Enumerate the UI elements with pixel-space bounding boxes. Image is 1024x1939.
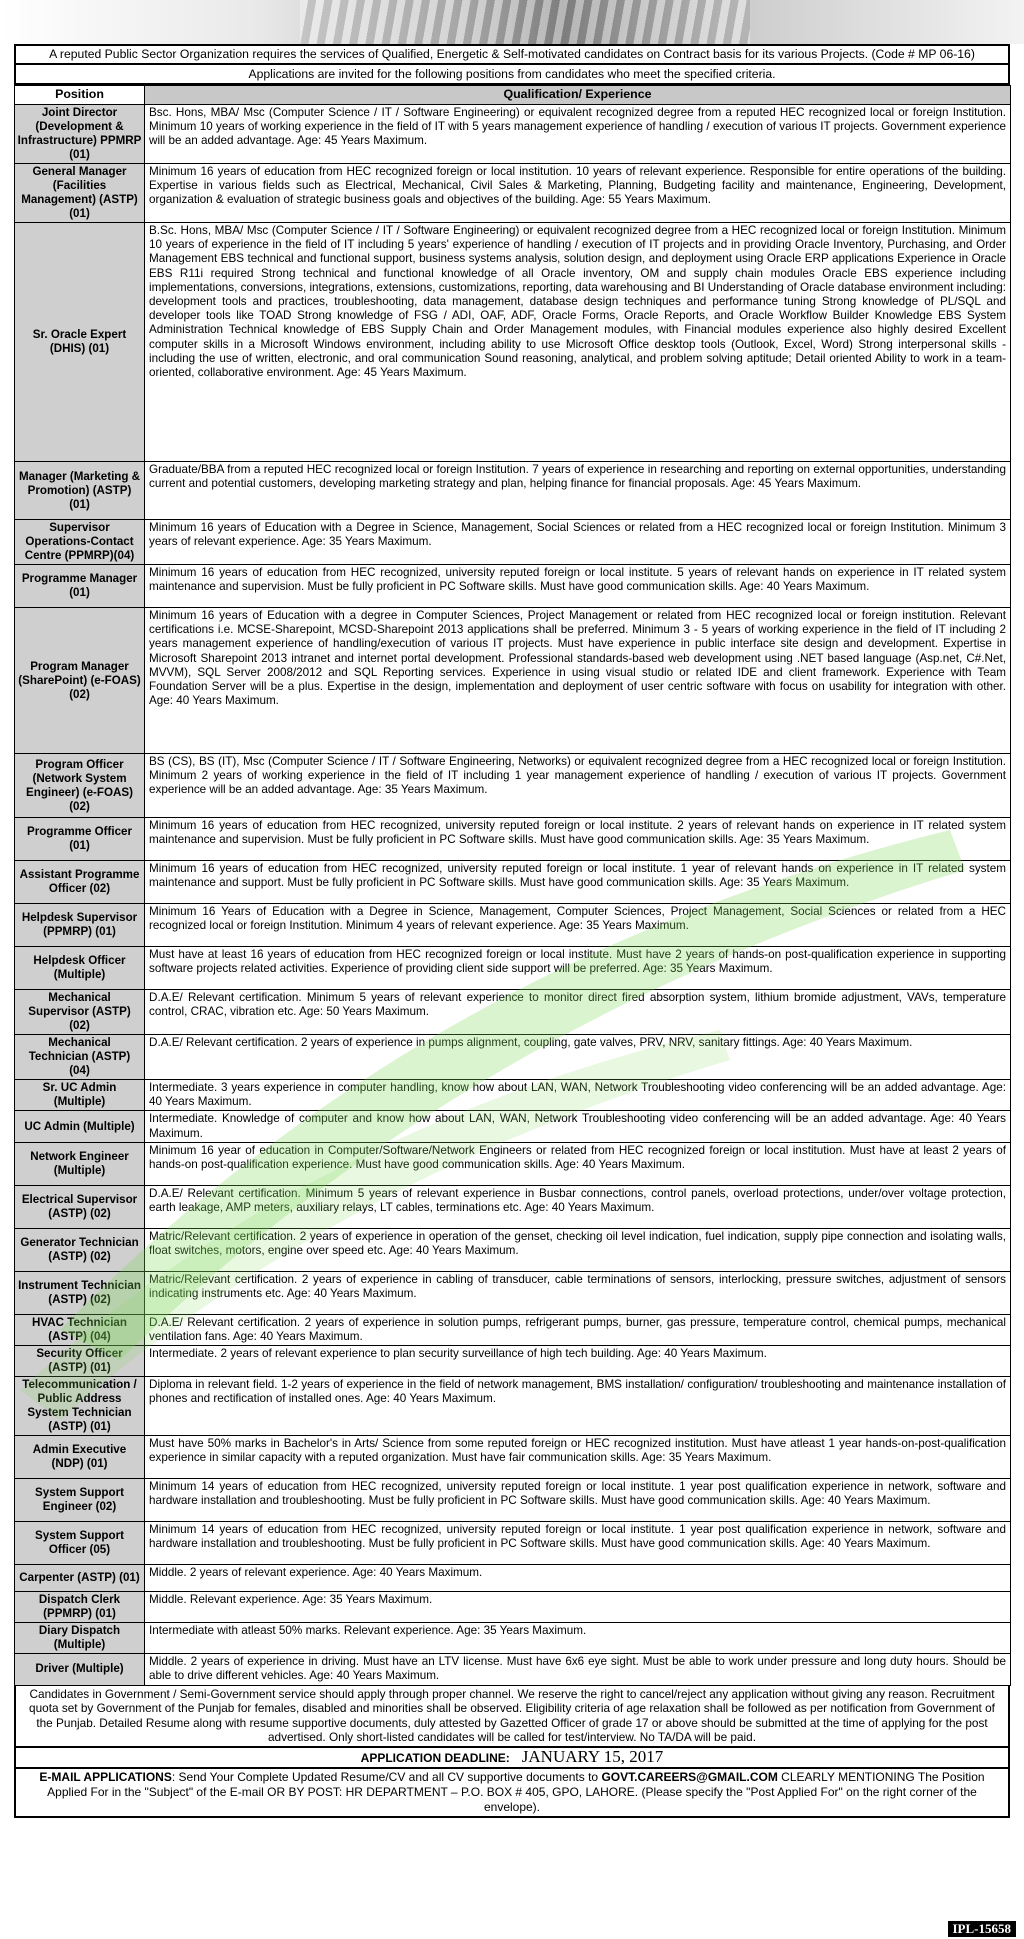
position-title: Telecommunication / Public Address System Technician (ASTP) (01) [15, 1377, 145, 1436]
position-qualification: Minimum 16 years of education from HEC recognized, university reputed foreign or local institute. 2 years of relevant hands on experience in IT related system maintenance and supervision. Must be fully proficient in PC Software skills. Must have good communication skills. Age: 35 Years Maximum. [145, 818, 1011, 861]
table-row [15, 818, 1011, 861]
position-title: Joint Director (Development & Infrastructure) PPMRP (01) [15, 105, 145, 164]
position-title: Helpdesk Officer (Multiple) [15, 947, 145, 990]
deadline-label: APPLICATION DEADLINE: [360, 1751, 510, 1765]
table-row [15, 1185, 1011, 1228]
table-row [15, 754, 1011, 818]
intro-text: A reputed Public Sector Organization requires the services of Qualified, Energetic & Self-motivated candidates on Contract basis for its various Projects. (Code # MP 06-16) [14, 44, 1010, 65]
position-qualification: B.Sc. Hons, MBA/ Msc (Computer Science / IT / Software Engineering) or equivalent recognized degree from a HEC recognized local or foreign Institution. Minimum 10 years of experience in the field of IT including 5 years' experience of handling / execution of IT projects and in providing Oracle Inventory, Purchasing, and Order Management EBS technical and functional support, business systems analysis, solution design, and deployment using Oracle ERP applications Experience in Oracle EBS R11i required Strong technical and functional knowledge of all Oracle inventory, OM and supply chain modules Oracle EBS experience including implementations, conversions, integrations, extensions, customizations, reporting, data warehousing and BI Understanding of Oracle database environment including: development tools and practices, troubleshooting, data management, database design techniques and performance tuning Strong knowledge of PL/SQL and developer tools like TOAD Strong knowledge of FSG / ADI, OAF, ADF, Oracle Forms, Oracle Reports, and Oracle Workflow Builder Knowledge EBS System Administration Technical knowledge of EBS Supply Chain and Order Management modules, with Financial modules experience also highly desired Excellent computer skills in a Microsoft Windows environment, including ability to use Microsoft Office desktop tools (Outlook, Excel, Word) Strong interpersonal skills - including the use of written, electronic, and oral communication Sound reasoning, analytical, and problem solving aptitude; Detail oriented Ability to work in a team-oriented, collaborative environment. Age: 45 Years Maximum. [145, 223, 1011, 462]
table-row [15, 1623, 1011, 1654]
table-row [15, 1346, 1011, 1377]
position-title: Instrument Technician (ASTP) (02) [15, 1271, 145, 1314]
position-title: Network Engineer (Multiple) [15, 1142, 145, 1185]
table-row [15, 1377, 1011, 1436]
table-row [15, 520, 1011, 565]
position-title: Assistant Programme Officer (02) [15, 861, 145, 904]
table-row [15, 1080, 1011, 1111]
intro-subtext: Applications are invited for the following positions from candidates who meet the specified criteria. [14, 65, 1010, 85]
position-title: Electrical Supervisor (ASTP) (02) [15, 1185, 145, 1228]
positions-table [14, 85, 1011, 1686]
table-row [15, 1271, 1011, 1314]
position-title: Dispatch Clerk (PPMRP) (01) [15, 1592, 145, 1623]
table-row [15, 1035, 1011, 1080]
table-row [15, 608, 1011, 754]
position-title: Sr. Oracle Expert (DHIS) (01) [15, 223, 145, 462]
table-row [15, 565, 1011, 608]
position-qualification: Middle. 2 years of relevant experience. Age: 40 Years Maximum. [145, 1565, 1011, 1592]
table-row [15, 1479, 1011, 1522]
position-title: Admin Executive (NDP) (01) [15, 1436, 145, 1479]
position-qualification: Must have at least 16 years of education from HEC recognized foreign or local institute. Must have 2 years of hands-on post-qualification experience in supporting software projects related activities. Experience of providing client side support will be preferred. Age: 35 Years Maximum. [145, 947, 1011, 990]
position-title: Driver (Multiple) [15, 1654, 145, 1685]
position-qualification: Middle. 2 years of experience in driving. Must have an LTV license. Must have 6x6 eye sight. Must be able to work under pressure and long duty hours. Should be able to drive different vehicles. Age: 40 Years Maximum. [145, 1654, 1011, 1685]
table-row [15, 904, 1011, 947]
position-qualification: Intermediate with atleast 50% marks. Relevant experience. Age: 35 Years Maximum. [145, 1623, 1011, 1654]
ad-body [14, 44, 1010, 1818]
header-banner [0, 0, 1024, 44]
position-qualification: Minimum 14 years of education from HEC recognized, university reputed foreign or local institute. 1 year post qualification experience in network, software and hardware installation and troubleshooting. Must be fully proficient in PC Software skills. Must have good communication skills. Age: 40 Years Maximum. [145, 1479, 1011, 1522]
table-row [15, 1228, 1011, 1271]
position-qualification: BS (CS), BS (IT), Msc (Computer Science / IT / Software Engineering, Networks) or equivalent recognized degree from a HEC recognized local or foreign Institution. Minimum 2 years of working experience in the field of IT including 1 year management experience of handling / execution of various IT projects. Government experience will be an added advantage. Age: 35 Years Maximum. [145, 754, 1011, 818]
deadline-date: JANUARY 15, 2017 [521, 1747, 664, 1766]
position-qualification: Middle. Relevant experience. Age: 35 Years Maximum. [145, 1592, 1011, 1623]
email-label: E-MAIL APPLICATIONS [39, 1770, 172, 1784]
table-row [15, 105, 1011, 164]
position-title: UC Admin (Multiple) [15, 1111, 145, 1142]
table-row [15, 990, 1011, 1035]
position-qualification: Matric/Relevant certification. 2 years of experience in cabling of transducer, cable terminations of sensors, interlocking, pressure switches, adjustment of sensors indicating instruments etc. Age: 40 Years Maximum. [145, 1271, 1011, 1314]
position-qualification: Intermediate. Knowledge of computer and know how about LAN, WAN, Network Troubleshooting video conferencing will be an added advantage. Age: 40 Years Maximum. [145, 1111, 1011, 1142]
position-title: System Support Engineer (02) [15, 1479, 145, 1522]
position-title: Program Officer (Network System Engineer) (e-FOAS) (02) [15, 754, 145, 818]
position-qualification: Minimum 16 year of education in Computer/Software/Network Engineers or related from HEC recognized foreign or local institution. Must have at least 2 years of hands-on post-qualification experience. Must have good communication skills. Age: 40 Years Maximum. [145, 1142, 1011, 1185]
table-header-row [15, 86, 1011, 105]
position-qualification: D.A.E/ Relevant certification. Minimum 5 years of relevant experience in Busbar connections, control panels, overload protections, under/over voltage protection, earth leakage, AMP meters, auxiliary relays, LT cables, terminations etc. Age: 40 Years Maximum. [145, 1185, 1011, 1228]
position-qualification: D.A.E/ Relevant certification. 2 years of experience in solution pumps, refrigerant pumps, burner, gas pressure, temperature control, chemical pumps, mechanical ventilation fans. Age: 40 Years Maximum. [145, 1314, 1011, 1345]
position-qualification: Minimum 16 years of education from HEC recognized, university reputed foreign or local institute. 5 years of relevant hands on experience in IT related system maintenance and supervision. Must be fully proficient in PC Software skills. Must have good communication skills. Age: 40 Years Maximum. [145, 565, 1011, 608]
table-row [15, 947, 1011, 990]
table-row [15, 1142, 1011, 1185]
table-row [15, 1654, 1011, 1685]
position-title: Mechanical Supervisor (ASTP) (02) [15, 990, 145, 1035]
positions-table-body [15, 105, 1011, 1686]
position-title: Supervisor Operations-Contact Centre (PPMRP)(04) [15, 520, 145, 565]
position-qualification: Diploma in relevant field. 1-2 years of experience in the field of network management, BMS installation/ configuration/ troubleshooting and maintenance installation of phones and rectification of installed ones. Age: 40 Years Maximum. [145, 1377, 1011, 1436]
table-row [15, 1565, 1011, 1592]
position-title: Helpdesk Supervisor (PPMRP) (01) [15, 904, 145, 947]
email-address[interactable]: GOVT.CAREERS@GMAIL.COM [601, 1770, 778, 1784]
position-qualification: Minimum 16 years of education from HEC recognized, university reputed foreign or local institute. 1 year of relevant hands on experience in IT related system maintenance and support. Must be fully proficient in PC Software skills. Must have good communication skills. Age: 35 Years Maximum. [145, 861, 1011, 904]
position-column-header: Position [15, 86, 145, 105]
table-row [15, 1436, 1011, 1479]
position-title: Carpenter (ASTP) (01) [15, 1565, 145, 1592]
position-title: Sr. UC Admin (Multiple) [15, 1080, 145, 1111]
position-title: HVAC Technician (ASTP) (04) [15, 1314, 145, 1345]
position-qualification: Minimum 14 years of education from HEC recognized, university reputed foreign or local institute. 1 year post qualification experience in network, software and hardware installation and troubleshooting. Must be fully proficient in PC Software skills. Must have good communication skills. Age: 40 Years Maximum. [145, 1522, 1011, 1565]
position-title: Program Manager (SharePoint) (e-FOAS) (02) [15, 608, 145, 754]
position-qualification: Minimum 16 years of Education with a Degree in Science, Management, Social Sciences or related from a HEC recognized local or foreign Institution. Minimum 3 years of relevant experience. Age: 35 Years Maximum. [145, 520, 1011, 565]
email-text-2: CLEARLY MENTIONING The Position Applied For in the "Subject" of the E-mail OR BY POST: HR DEPARTMENT – P.O. BOX # 405, GPO, LAHORE. (Please specify the "Post Applied For" on the right corner of the envelope). [47, 1770, 985, 1814]
ref-code-badge: IPL-15658 [948, 1921, 1017, 1937]
position-title: Security Officer (ASTP) (01) [15, 1346, 145, 1377]
position-qualification: Graduate/BBA from a reputed HEC recognized local or foreign Institution. 7 years of experience in researching and reporting on external opportunities, understanding current and potential customers, developing marketing strategy and plan, helping finance for financial proposals. Age: 45 Years Maximum. [145, 462, 1011, 520]
position-title: Manager (Marketing & Promotion) (ASTP) (01) [15, 462, 145, 520]
position-qualification: Intermediate. 2 years of relevant experience to plan security surveillance of high tech building. Age: 40 Years Maximum. [145, 1346, 1011, 1377]
banner-decoration [300, 0, 750, 44]
position-title: Programme Manager (01) [15, 565, 145, 608]
email-instructions [14, 1769, 1010, 1818]
position-title: System Support Officer (05) [15, 1522, 145, 1565]
position-qualification: D.A.E/ Relevant certification. 2 years of experience in pumps alignment, coupling, gate valves, PRV, NRV, sanitary fittings. Age: 40 Years Maximum. [145, 1035, 1011, 1080]
position-title: Generator Technician (ASTP) (02) [15, 1228, 145, 1271]
table-row [15, 861, 1011, 904]
table-row [15, 462, 1011, 520]
table-row [15, 164, 1011, 223]
qualification-column-header: Qualification/ Experience [145, 86, 1011, 105]
position-qualification: Intermediate. 3 years experience in computer handling, know how about LAN, WAN, Network Troubleshooting video conferencing will be an added advantage. Age: 40 Years Maximum. [145, 1080, 1011, 1111]
table-row [15, 1314, 1011, 1345]
deadline-box [14, 1748, 1010, 1769]
position-qualification: D.A.E/ Relevant certification. Minimum 5 years of relevant experience to monitor direct fired absorption system, lithium bromide adjustment, VAVs, temperature control, CRAC, vibration etc. Age: 50 Years Maximum. [145, 990, 1011, 1035]
table-row [15, 223, 1011, 462]
position-title: Diary Dispatch (Multiple) [15, 1623, 145, 1654]
position-qualification: Must have 50% marks in Bachelor's in Arts/ Science from some reputed foreign or HEC recognized institution. Must have atleast 1 year hands-on-post-qualification experience in similar capacity with a reputed organization. Must have fair communication skills. Age: 35 Years Maximum. [145, 1436, 1011, 1479]
table-row [15, 1522, 1011, 1565]
position-qualification: Bsc. Hons, MBA/ Msc (Computer Science / IT / Software Engineering) or equivalent recognized degree from a reputed HEC recognized local or foreign Institution. Minimum 10 years of working experience in the field of IT with 5 years management experience of handling / execution of various IT projects. Government experience will be an added advantage. Age: 45 Years Maximum. [145, 105, 1011, 164]
position-title: Programme Officer (01) [15, 818, 145, 861]
position-qualification: Minimum 16 years of education from HEC recognized foreign or local institution. 10 years of relevant experience. Responsible for entire operations of the building. Expertise in various fields such as Electrical, Mechanical, Civil Sales & Marketing, Planning, Budgeting facility and maintenance, Engineering, Development, organization & evaluation of strategic business goals and objectives of the building. Age: 55 Years Maximum. [145, 164, 1011, 223]
terms-text: Candidates in Government / Semi-Government service should apply through proper channel. We reserve the right to cancel/reject any application without giving any reason. Recruitment quota set by Government of the Punjab for females, disabled and minorities shall be observed. Eligibility criteria of age relaxation shall be followed as per notification from Government of the Punjab. Detailed Resume along with resume supportive documents, duly attested by Gazetted Officer of grade 17 or above should be submitted at the time of applying for the post advertised. Only short-listed candidates will be called for test/interview. No TA/DA will be paid. [14, 1686, 1010, 1748]
position-title: Mechanical Technician (ASTP) (04) [15, 1035, 145, 1080]
position-qualification: Minimum 16 years of Education with a degree in Computer Sciences, Project Management or related from HEC recognized local or foreign institution. Relevant certifications i.e. MCSE-Sharepoint, MCSD-Sharepoint 2013 applications shall be preferred. Minimum 3 - 5 years of working experience in the field of IT including 2 years management experience of handling/execution of various IT projects. Must have experience in public interface site design and development. Expertise in Microsoft Sharepoint 2013 intranet and internet portal development. Professional standards-based web development using .NET based language (Asp.net, C#.Net, MVVM), SQL Server 2008/2012 and SQL Reporting services. Experience in using visual studio or related IDE and client framework. Experience with Team Foundation Server will be a plus. Expertise in the design, implementation and deployment of user centric software with focus on usability for integration with other. Age: 40 Years Maximum. [145, 608, 1011, 754]
position-qualification: Matric/Relevant certification. 2 years of experience in operation of the genset, checking oil level indication, fuel indication, supply pipe connection and isolating walls, float switches, motors, engine over speed etc. Age: 40 Years Maximum. [145, 1228, 1011, 1271]
position-qualification: Minimum 16 Years of Education with a Degree in Science, Management, Computer Sciences, Project Management, Social Sciences or related from a HEC recognized local or foreign Institution. Minimum 4 years of relevant experience. Age: 35 Years Maximum. [145, 904, 1011, 947]
email-text-1: : Send Your Complete Updated Resume/CV and all CV supportive documents to [171, 1770, 602, 1784]
table-row [15, 1111, 1011, 1142]
table-row [15, 1592, 1011, 1623]
position-title: General Manager (Facilities Management) (ASTP) (01) [15, 164, 145, 223]
